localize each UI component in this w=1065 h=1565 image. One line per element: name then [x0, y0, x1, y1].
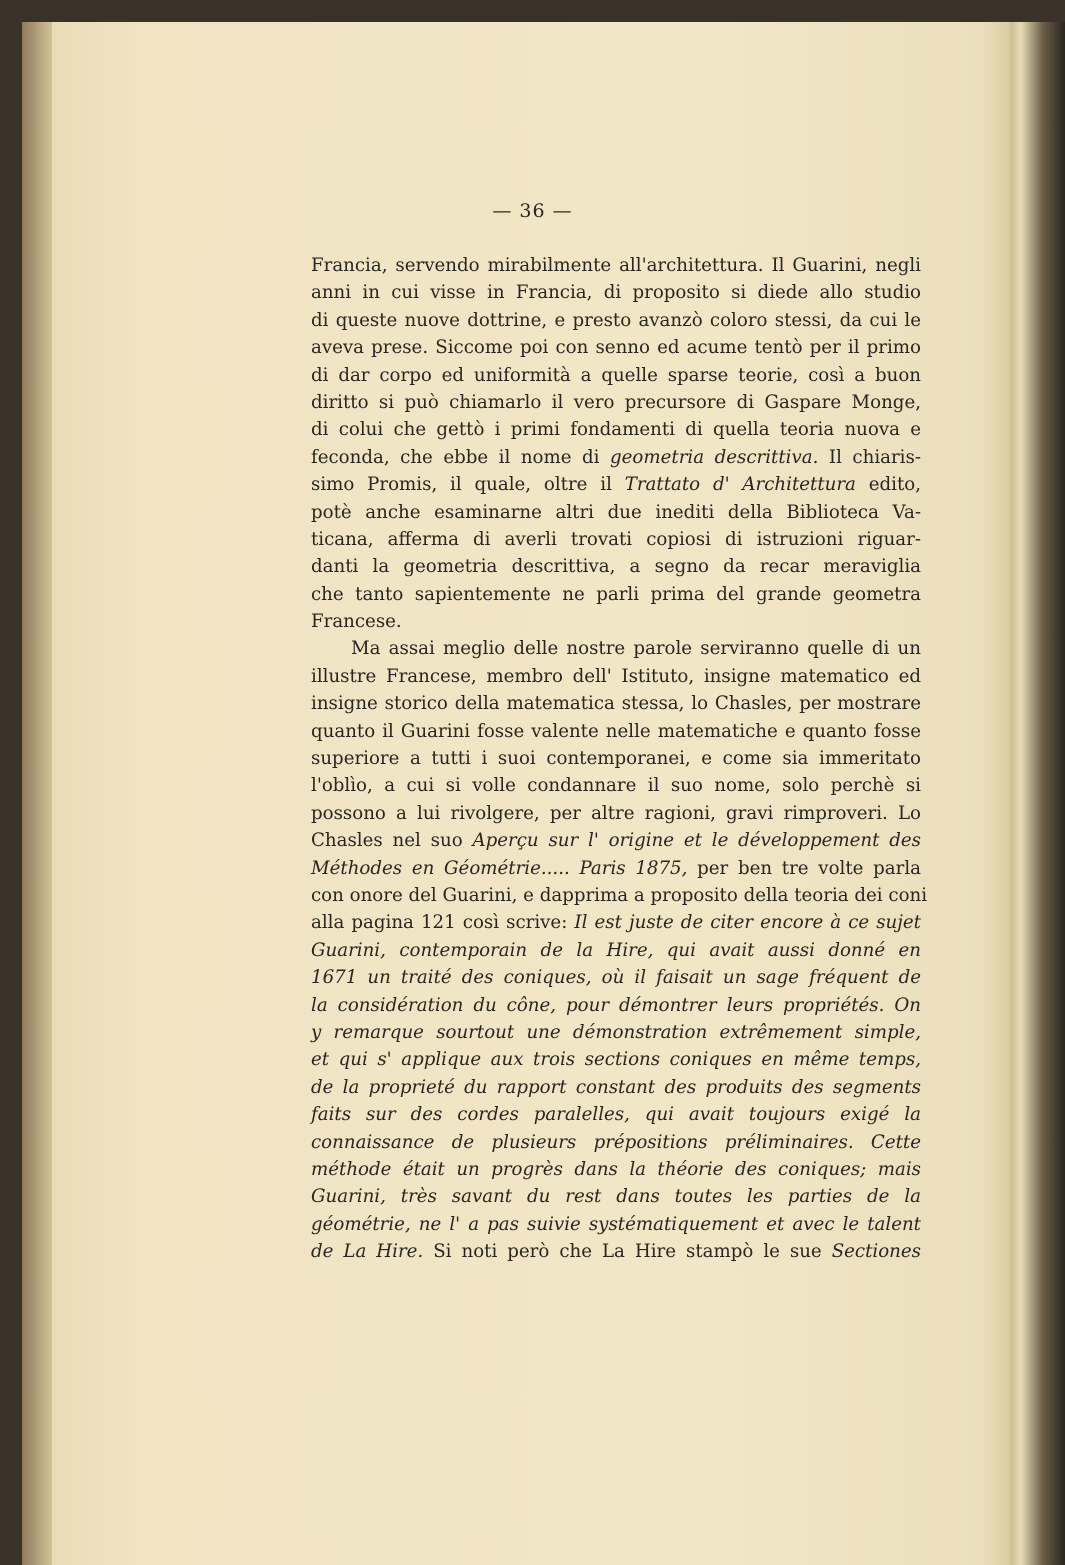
- text-line: [311, 279, 921, 306]
- italic-text: et qui s' applique aux trois sections coniques en même temps,: [311, 1049, 921, 1071]
- page-edge: [1010, 22, 1065, 1565]
- text-line: [311, 1101, 921, 1128]
- text-line: [311, 909, 921, 936]
- text-line: [311, 937, 921, 964]
- text-line: [311, 1211, 921, 1238]
- text-segment: Francia, servendo mirabilmente all'architettura. Il Guarini, negli: [311, 255, 921, 276]
- text-line: [311, 663, 921, 690]
- text-line: [311, 1183, 921, 1210]
- text-line: [311, 581, 921, 608]
- italic-text: 1671 un traité des coniques, où il faisait un sage fréquent de: [311, 967, 921, 989]
- text-segment: edito,: [855, 474, 921, 496]
- text-segment: possono a lui rivolgere, per altre ragioni, gravi rimproveri. Lo: [311, 802, 921, 824]
- text-segment: di queste nuove dottrine, e presto avanzò coloro stessi, da cui le: [311, 309, 921, 331]
- italic-text: Guarini, très savant du rest dans toutes les parties de la: [311, 1186, 921, 1208]
- text-segment: alla pagina 121 così scrive:: [311, 912, 575, 934]
- paragraph: [311, 252, 921, 635]
- text-line: [311, 718, 921, 745]
- italic-text: geometria descrittiva.: [610, 446, 819, 468]
- page-number: — 36 —: [492, 200, 573, 222]
- text-line: [311, 635, 921, 662]
- italic-text: méthode était un progrès dans la théorie des coniques; mais: [311, 1158, 921, 1180]
- italic-text: Trattato d' Architettura: [624, 474, 856, 496]
- text-line: [311, 444, 921, 471]
- text-segment: illustre Francese, membro dell' Istituto, insigne matematico ed: [311, 665, 921, 687]
- italic-text: géométrie, ne l' a pas suivie systématiquement et avec le talent: [311, 1213, 921, 1235]
- text-segment: potè anche esaminarne altri due inediti della Biblioteca Va-: [311, 501, 921, 523]
- text-line: [311, 1129, 921, 1156]
- text-line: [311, 800, 921, 827]
- italic-text: de la proprieté du rapport constant des produits des segments: [311, 1076, 921, 1098]
- text-line: [311, 1046, 921, 1073]
- text-line: [311, 992, 921, 1019]
- text-segment: aveva prese. Siccome poi con senno ed acume tentò per il primo: [311, 337, 921, 359]
- text-segment: con onore del Guarini, e dapprima a proposito della teoria dei coni: [311, 884, 928, 906]
- text-line: [311, 416, 921, 443]
- text-segment: feconda, che ebbe il nome di: [311, 446, 611, 468]
- text-line: [311, 827, 921, 854]
- text-segment: simo Promis, il quale, oltre il: [311, 474, 625, 496]
- text-line: [311, 389, 921, 416]
- text-line: [311, 334, 921, 361]
- text-segment: l'oblìo, a cui si volle condannare il suo nome, solo perchè si: [311, 775, 921, 797]
- text-line: [311, 882, 928, 909]
- text-line: [311, 964, 921, 991]
- italic-text: faits sur des cordes paralelles, qui avait toujours exigé la: [311, 1104, 921, 1126]
- text-line: [311, 526, 921, 553]
- italic-text: connaissance de plusieurs prépositions préliminaires. Cette: [311, 1131, 921, 1153]
- text-segment: Francese.: [311, 611, 402, 633]
- text-segment: diritto si può chiamarlo il vero precursore di Gaspare Monge,: [311, 391, 921, 413]
- text-segment: insigne storico della matematica stessa, lo Chasles, per mostrare: [311, 693, 921, 715]
- text-line: [311, 307, 921, 334]
- text-line: [311, 690, 921, 717]
- text-line: [311, 553, 921, 580]
- text-line: [311, 499, 921, 526]
- text-segment: di dar corpo ed uniformità a quelle sparse teorie, così a buon: [311, 364, 921, 386]
- text-segment: di colui che gettò i primi fondamenti di quella teoria nuova e: [311, 419, 921, 441]
- text-segment: che tanto sapientemente ne parli prima del grande geometra: [311, 583, 921, 605]
- text-segment: Chasles nel suo: [311, 830, 473, 852]
- italic-text: Aperçu sur l' origine et le développement des: [472, 830, 921, 852]
- text-segment: per ben tre volte parla: [687, 857, 921, 879]
- text-line: [311, 471, 921, 498]
- italic-text: Sectiones: [831, 1241, 921, 1263]
- text-line: [311, 772, 921, 799]
- italic-text: y remarque sourtout une démonstration extrêmement simple,: [311, 1021, 921, 1043]
- italic-text: la considération du cône, pour démontrer leurs propriétés. On: [311, 994, 921, 1016]
- paragraph: [311, 635, 928, 1265]
- text-line: [311, 1156, 921, 1183]
- body-text: [311, 252, 928, 1265]
- text-line: [311, 362, 921, 389]
- page-gutter: [22, 22, 52, 1565]
- text-line: [311, 1238, 921, 1265]
- text-segment: anni in cui visse in Francia, di proposito si diede allo studio: [311, 282, 921, 304]
- text-line: [311, 745, 921, 772]
- italic-text: de La Hire.: [311, 1241, 424, 1263]
- text-segment: Si noti però che La Hire stampò le sue: [423, 1241, 832, 1263]
- text-line: [311, 608, 921, 635]
- text-segment: superiore a tutti i suoi contemporanei, e come sia immeritato: [311, 748, 921, 770]
- text-segment: danti la geometria descrittiva, a segno da recar meraviglia: [311, 556, 921, 578]
- text-line: [311, 1019, 921, 1046]
- text-line: [311, 1074, 921, 1101]
- text-segment: quanto il Guarini fosse valente nelle matematiche e quanto fosse: [311, 720, 921, 742]
- text-line: [311, 855, 921, 882]
- italic-text: Il est juste de citer encore à ce sujet: [574, 912, 921, 934]
- text-line: [311, 252, 921, 279]
- text-segment: ticana, afferma di averli trovati copiosi di istruzioni riguar-: [311, 528, 921, 550]
- italic-text: Guarini, contemporain de la Hire, qui avait aussi donné en: [311, 939, 921, 961]
- text-segment: Ma assai meglio delle nostre parole serviranno quelle di un: [351, 638, 921, 660]
- italic-text: Méthodes en Géométrie..... Paris 1875,: [311, 857, 688, 879]
- text-segment: Il chiaris-: [818, 446, 921, 468]
